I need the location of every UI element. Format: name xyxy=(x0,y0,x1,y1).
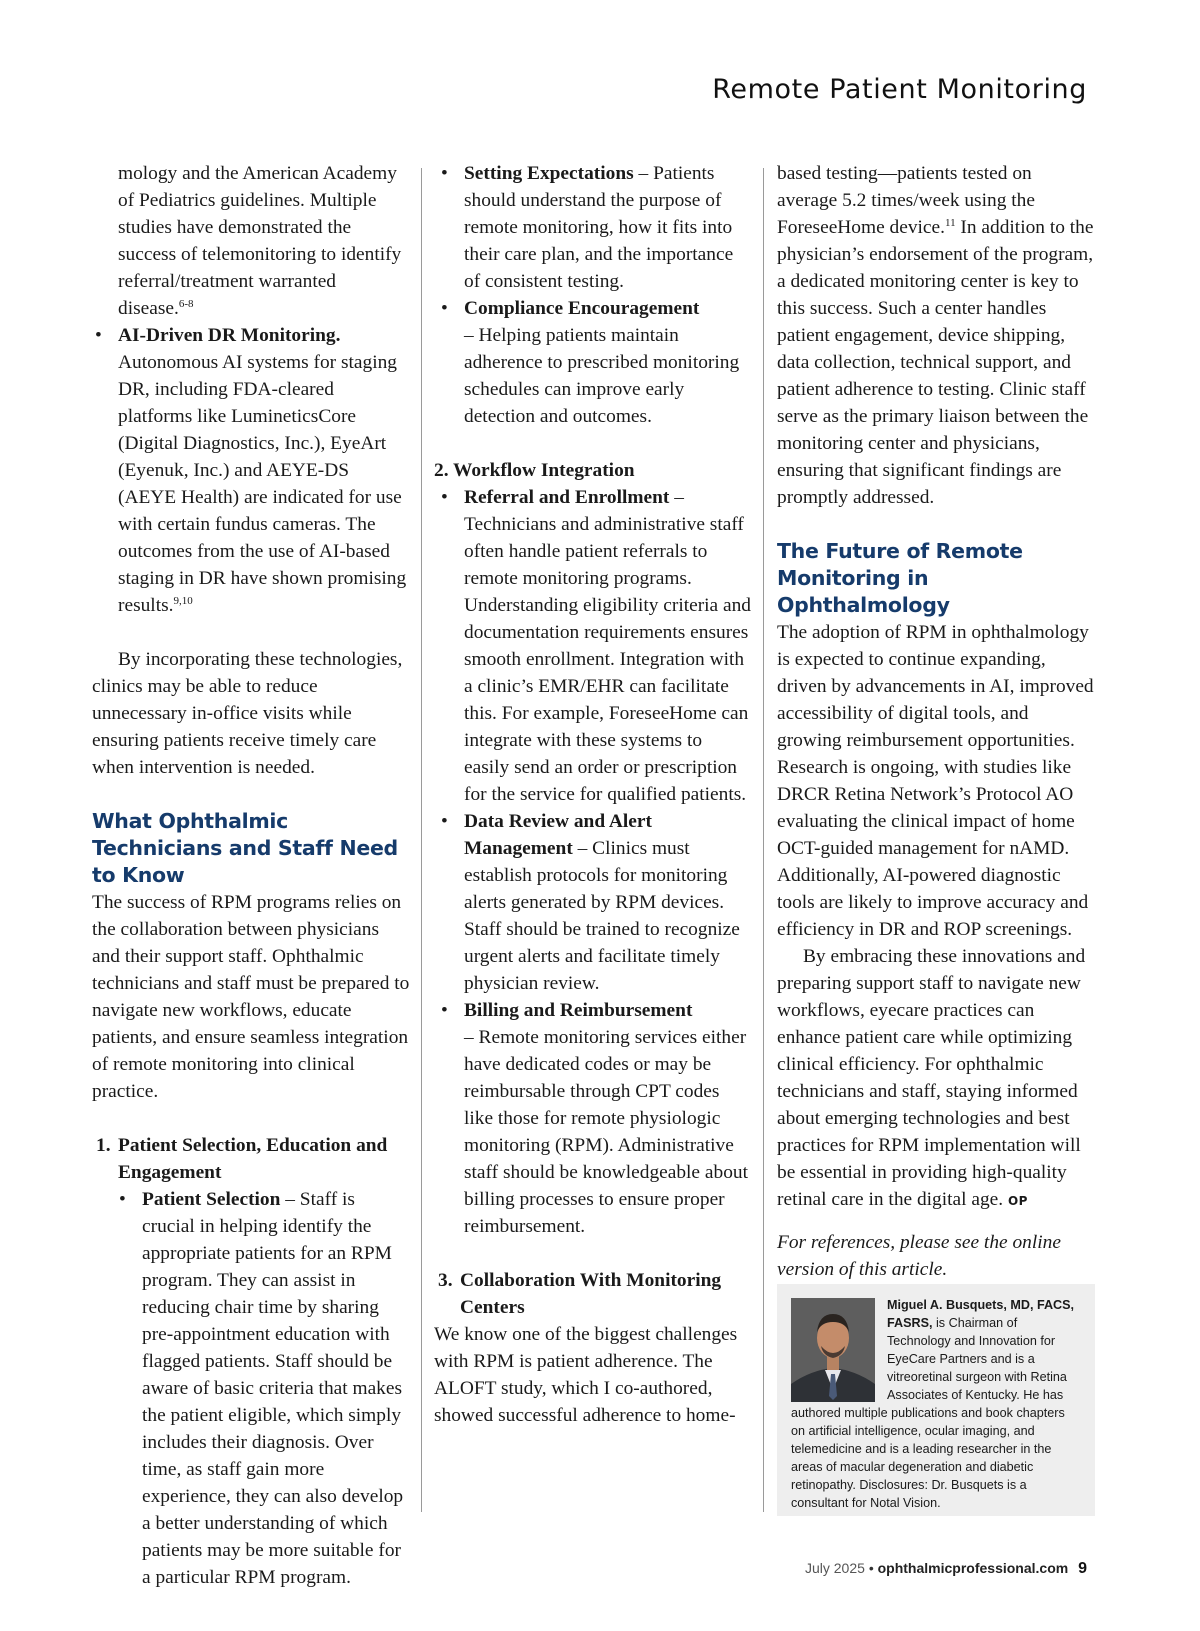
page-footer xyxy=(805,1560,1087,1578)
author-bio-text: Miguel A. Busquets, MD, FACS, FASRS, is Chairman of Technology and Innovation for EyeCare Partners and is a vitreoretinal surgeon with Retina Associates of Kentucky. He has authored multiple publications and book chapters on artificial intelligence, ocular imaging, and telemedicine and is a leading researcher in the areas of macular degeneration and diabetic retinopathy. Disclosures: Dr. Busquets is a consultant for Notal Vision. xyxy=(791,1298,1075,1510)
bullet-billing: • Billing and Reimbursement – Remote monitoring services either have dedicated codes or may be reimbursable through CPT codes like those for remote physiologic monitoring (RPM). Administrative staff should be knowledgeable about billing processes to ensure proper reimbursement. xyxy=(441,1000,748,1237)
numbered-heading-2: 2. Workflow Integration xyxy=(434,460,635,481)
bullet-data-review: • Data Review and Alert Management – Clinics must establish protocols for monitoring alerts generated by RPM devices. Staff should be trained to recognize urgent alerts and facilitate timely physician review. xyxy=(441,811,740,994)
bullet-compliance: • Compliance Encouragement – Helping patients maintain adherence to prescribed monitoring schedules can improve early detection and outcomes. xyxy=(441,298,740,427)
paragraph: By embracing these innovations and preparing support staff to navigate new workflows, eyecare practices can enhance patient care while optimizing clinical efficiency. For ophthalmic technicians and staff, staying informed about emerging technologies and best practices for RPM implementation will be essential in providing high-quality retinal care in the digital age. OP xyxy=(777,946,1086,1210)
references-note: For references, please see the online version of this article. xyxy=(777,1232,1061,1280)
bullet-patient-selection: • Patient Selection – Staff is crucial in helping identify the appropriate patients for an RPM program. They can assist in reducing chair time by sharing pre-appointment education with flagged patients. Staff should be aware of basic criteria that makes the patient eligible, which simply includes their diagnosis. Over time, as staff gain more experience, they can also develop a better understanding of which patients may be more suitable for a particular RPM program. xyxy=(119,1189,404,1588)
section-heading: The Future of Remote Monitoring in Ophthalmology xyxy=(777,539,1023,617)
end-mark: OP xyxy=(1007,1194,1028,1208)
website: ophthalmicprofessional.com xyxy=(877,1560,1069,1576)
column-divider xyxy=(421,168,422,1512)
paragraph: The success of RPM programs relies on the collaboration between physicians and their support staff. Ophthalmic technicians and staff must be prepared to navigate new workflows, educate patients, and ensure seamless integration of remote monitoring into clinical practice. xyxy=(92,892,410,1102)
paragraph: based testing—patients tested on average 5.2 times/week using the ForeseeHome device.$^{11}$ In addition to the physician’s endorsement of the program, a dedicated monitoring center is key to this success. Such a center handles patient engagement, device shipping, data collection, technical support, and patient adherence to testing. Clinic staff serve as the primary liaison between the monitoring center and physicians, ensuring that significant findings are promptly addressed. xyxy=(777,163,1094,508)
footer-separator: • xyxy=(868,1560,874,1576)
column-1 xyxy=(92,160,410,1591)
bullet-referral: • Referral and Enrollment – Technicians and administrative staff often handle patient referrals to remote monitoring programs. Understanding eligibility criteria and documentation requirements ensures smooth enrollment. Integration with a clinic’s EMR/EHR can facilitate this. For example, ForeseeHome can integrate with these systems to easily send an order or prescription for the service for qualified patients. xyxy=(441,487,752,805)
section-heading: What Ophthalmic Technicians and Staff Need to Know xyxy=(92,809,398,887)
paragraph: The adoption of RPM in ophthalmology is expected to continue expanding, driven by advancements in AI, improved accessibility of digital tools, and growing reimbursement opportunities. Research is ongoing, with studies like DRCR Retina Network’s Protocol AO evaluating the clinical impact of home OCT-guided management for nAMD. Additionally, AI-powered diagnostic tools are likely to improve accuracy and efficiency in DR and ROP screenings. xyxy=(777,622,1094,940)
numbered-heading-3: 3. Collaboration With Monitoring Centers xyxy=(438,1270,722,1318)
column-3 xyxy=(777,160,1095,1283)
column-divider xyxy=(763,168,764,1512)
bullet-ai-dr-monitoring: • AI-Driven DR Monitoring. Autonomous AI systems for staging DR, including FDA-cleared platforms like LumineticsCore (Digital Diagnostics, Inc.), EyeArt (Eyenuk, Inc.) and AEYE-DS (AEYE Health) are indicated for use with certain fundus cameras. The outcomes from the use of AI-based staging in DR have shown promising results.$^{9,10}$ xyxy=(95,325,407,616)
section-title: Remote Patient Monitoring xyxy=(712,74,1087,105)
intro-continuation: mology and the American Academy of Pediatrics guidelines. Multiple studies have demonstrated the success of telemonitoring to identify referral/treatment warranted disease.$^{6-8}$ xyxy=(118,163,402,319)
column-2 xyxy=(434,160,752,1429)
paragraph: We know one of the biggest challenges with RPM is patient adherence. The ALOFT study, which I co-authored, showed successful adherence to home- xyxy=(434,1324,738,1426)
issue-date: July 2025 xyxy=(804,1560,865,1576)
page-number: 9 xyxy=(1078,1560,1087,1577)
paragraph: By incorporating these technologies, clinics may be able to reduce unnecessary in-office visits while ensuring patients receive timely care when intervention is needed. xyxy=(92,649,403,778)
bullet-setting-expectations: • Setting Expectations – Patients should understand the purpose of remote monitoring, how it fits into their care plan, and the importance of consistent testing. xyxy=(441,163,734,292)
numbered-heading-1: 1. Patient Selection, Education and Engagement xyxy=(96,1135,388,1183)
author-bio-box xyxy=(777,1284,1095,1516)
